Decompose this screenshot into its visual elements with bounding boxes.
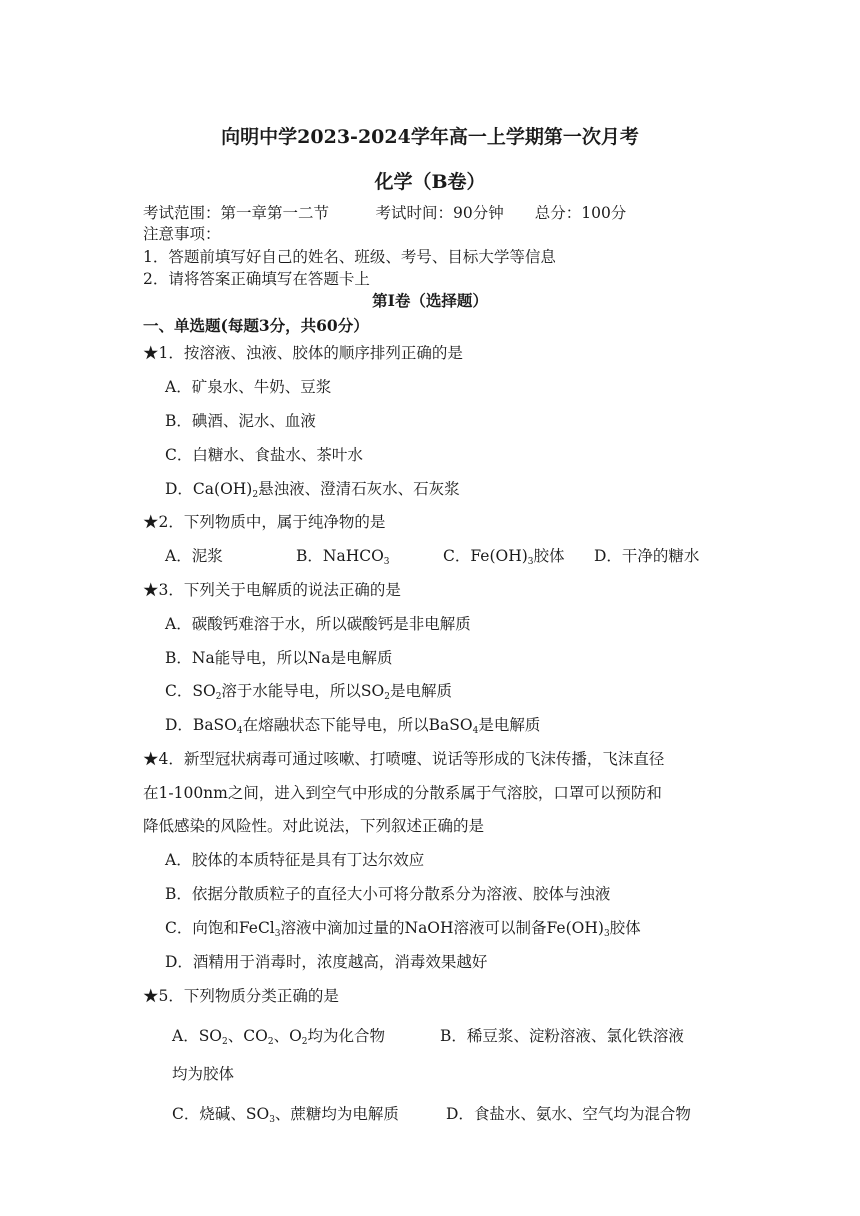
question-1-option-c: C．白糖水、食盐水、茶叶水 <box>165 446 363 464</box>
exam-info: 考试范围：第一章第一二节 考试时间：90分钟 总分：100分 <box>143 204 627 222</box>
question-5-option-b-cont: 均为胶体 <box>172 1065 235 1083</box>
question-3-option-b: B．Na能导电，所以Na是电解质 <box>165 649 393 667</box>
question-5-option-a: A．$SO_2$、$CO_2$、$O_2$均为化合物 <box>172 1027 386 1047</box>
question-1-option-d: D．$Ca(OH)_2$悬浊液、澄清石灰水、石灰浆 <box>165 480 460 500</box>
question-2-option-c: C．$Fe(OH)_3$胶体 <box>443 547 565 567</box>
question-4-stem-line-1: ★4．新型冠状病毒可通过咳嗽、打喷嚏、说话等形成的飞沫传播，飞沫直径 <box>143 750 665 768</box>
question-3-option-c: C．$SO_2$溶于水能导电，所以$SO_2$是电解质 <box>165 682 452 702</box>
question-2-option-a: A．泥浆 <box>165 547 223 565</box>
section-heading: 一、单选题(每题3分，共60分） <box>143 316 369 335</box>
question-3-stem: ★3．下列关于电解质的说法正确的是 <box>143 581 401 599</box>
question-2-option-b: B．NaHCO$_3$ <box>296 547 390 567</box>
question-4-option-c: C．向饱和FeCl$_3$溶液中滴加过量的NaOH溶液可以制备$Fe(OH)_3$胶体 <box>165 919 641 939</box>
question-1-option-b: B．碘酒、泥水、血液 <box>165 412 316 430</box>
question-5-option-c: C．烧碱、$SO_3$、蔗糖均为电解质 <box>172 1105 399 1125</box>
question-2-option-d: D．干净的糖水 <box>594 547 700 565</box>
question-3-option-d: D．BaSO$_4$在熔融状态下能导电，所以BaSO$_4$是电解质 <box>165 716 541 736</box>
notes-heading: 注意事项： <box>143 225 221 243</box>
note-1: 1．答题前填写好自己的姓名、班级、考号、目标大学等信息 <box>143 248 556 266</box>
question-4-option-b: B．依据分散质粒子的直径大小可将分散系分为溶液、胶体与浊液 <box>165 885 611 903</box>
question-4-stem-line-2: 在1-100nm之间，进入到空气中形成的分散系属于气溶胶，口罩可以预防和 <box>143 784 662 802</box>
question-4-option-a: A．胶体的本质特征是具有丁达尔效应 <box>165 851 425 869</box>
question-5-stem: ★5．下列物质分类正确的是 <box>143 987 339 1005</box>
question-2-stem: ★2．下列物质中，属于纯净物的是 <box>143 513 386 531</box>
question-1-stem: ★1．按溶液、浊液、胶体的顺序排列正确的是 <box>143 344 463 362</box>
question-4-option-d: D．酒精用于消毒时，浓度越高，消毒效果越好 <box>165 953 488 971</box>
question-3-option-a: A．碳酸钙难溶于水，所以碳酸钙是非电解质 <box>165 615 471 633</box>
exam-subtitle: 化学（B卷） <box>374 171 486 193</box>
question-1-option-a: A．矿泉水、牛奶、豆浆 <box>165 378 332 396</box>
section-title: 第I卷（选择题） <box>372 291 488 310</box>
note-2: 2．请将答案正确填写在答题卡上 <box>143 270 370 288</box>
exam-title: 向明中学2023-2024学年高一上学期第一次月考 <box>221 126 639 148</box>
question-5-option-b: B．稀豆浆、淀粉溶液、氯化铁溶液 <box>440 1027 684 1045</box>
question-5-option-d: D．食盐水、氨水、空气均为混合物 <box>446 1105 691 1123</box>
question-4-stem-line-3: 降低感染的风险性。对此说法，下列叙述正确的是 <box>143 817 485 835</box>
